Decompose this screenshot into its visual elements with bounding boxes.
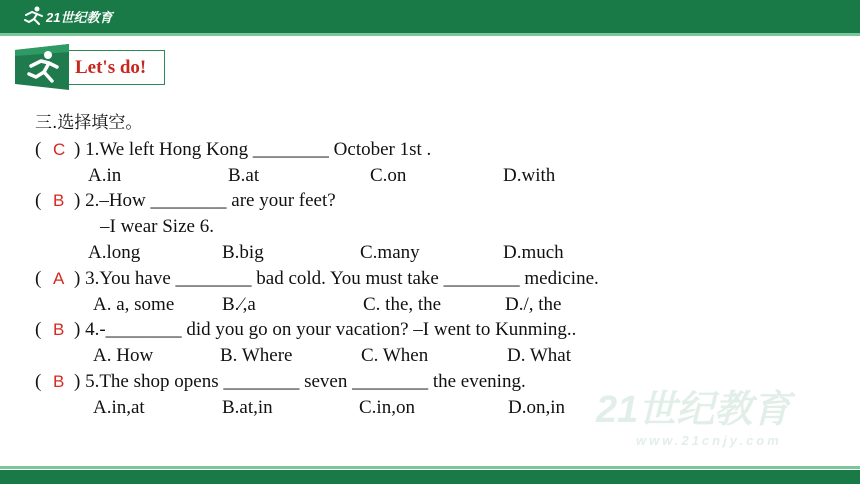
option-d: D. What <box>507 345 572 367</box>
option-b: B.at <box>228 164 260 186</box>
top-banner-stripe <box>0 33 860 36</box>
option-c: C. When <box>361 345 429 367</box>
answer-mark: B <box>53 191 65 211</box>
option-b: B.at,in <box>222 396 273 418</box>
option-b: B. Where <box>220 345 293 367</box>
logo-text: 21世纪教育 <box>46 9 113 25</box>
options-row <box>35 240 835 266</box>
options-row <box>35 163 835 189</box>
runner-badge-icon <box>15 44 69 90</box>
option-a: A.in <box>88 164 122 186</box>
question-text: ) 5.The shop opens ________ seven ________ the evening. <box>74 370 526 392</box>
section-title: Let's do! <box>67 50 165 85</box>
question-text: ) 3.You have ________ bad cold. You must take ________ medicine. <box>74 267 599 289</box>
option-c: C. the, the <box>363 293 442 315</box>
option-a: A. a, some <box>93 293 175 315</box>
question-row <box>35 266 835 292</box>
open-paren: ( <box>35 138 42 160</box>
answer-mark: A <box>53 268 65 288</box>
option-c: C.on <box>370 164 407 186</box>
option-a: A.in,at <box>93 396 145 418</box>
option-a: A. How <box>93 345 154 367</box>
option-c: C.many <box>360 241 420 263</box>
question-row <box>35 188 835 214</box>
top-banner <box>0 0 860 33</box>
question-text: ) 1.We left Hong Kong ________ October 1st . <box>74 138 432 160</box>
exercise-heading: 三.选择填空。 <box>35 113 143 133</box>
watermark-url: www.21cnjy.com <box>636 433 782 448</box>
option-b: B.∕,a <box>222 293 256 315</box>
option-d: D./, the <box>505 293 562 315</box>
open-paren: ( <box>35 190 42 212</box>
options-row <box>35 292 835 318</box>
bottom-banner <box>0 470 860 484</box>
bottom-banner-stripe <box>0 466 860 469</box>
option-d: D.with <box>503 164 556 186</box>
options-row <box>35 343 835 369</box>
option-b: B.big <box>222 241 264 263</box>
open-paren: ( <box>35 319 42 341</box>
question-row <box>35 317 835 343</box>
question-text: ) 2.–How ________ are your feet? <box>74 190 336 212</box>
site-logo <box>22 5 112 27</box>
option-c: C.in,on <box>359 396 415 418</box>
question-text: ) 4.-________ did you go on your vacation? –I went to Kunming.. <box>74 319 577 341</box>
option-d: D.much <box>503 241 564 263</box>
answer-mark: C <box>53 139 66 159</box>
question-subline <box>35 214 835 240</box>
open-paren: ( <box>35 370 42 392</box>
question-row <box>35 369 835 395</box>
sub-text: –I wear Size 6. <box>100 216 214 238</box>
answer-mark: B <box>53 320 65 340</box>
answer-mark: B <box>53 371 65 391</box>
runner-icon <box>22 6 44 26</box>
option-d: D.on,in <box>508 396 565 418</box>
option-a: A.long <box>88 241 141 263</box>
watermark-main: 21世纪教育 <box>596 389 791 431</box>
lets-do-badge <box>15 44 69 90</box>
open-paren: ( <box>35 267 42 289</box>
exercise-content <box>35 111 835 421</box>
options-row <box>35 395 835 421</box>
question-row <box>35 137 835 163</box>
